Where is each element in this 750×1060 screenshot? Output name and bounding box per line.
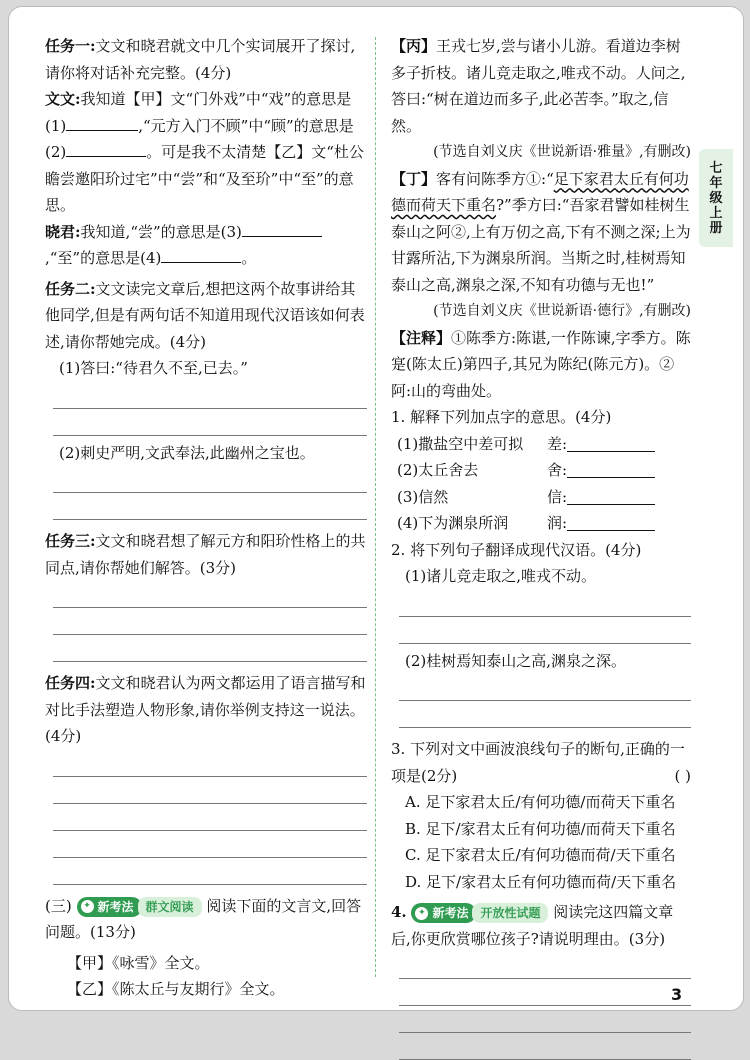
q4 <box>391 899 691 952</box>
blank-4[interactable] <box>161 246 241 263</box>
column-divider <box>375 37 376 977</box>
bing-source: (节选自刘义庆《世说新语·雅量》,有删改) <box>433 144 691 160</box>
q1-blank[interactable] <box>567 514 655 531</box>
wavy-underlined-sentence: 足下家君太丘有何功德而荷天下重名 <box>391 169 689 214</box>
ding-label: 【丁】 <box>391 169 437 188</box>
tab-char: 册 <box>709 220 723 236</box>
lightbulb-icon: ✦ <box>81 900 94 913</box>
task4 <box>45 670 367 750</box>
q1-item-char: 舍: <box>547 461 568 479</box>
answer-line[interactable] <box>399 616 691 617</box>
annotations <box>391 325 691 405</box>
task2-text: 文文读完文章后,想把这两个故事讲给其他同学,但是有两句话不知道用现代汉语该如何表述,请你帮她完成。(4分) <box>45 279 365 351</box>
q2-s1: (1)诸儿竞走取之,唯戎不动。 <box>405 567 597 585</box>
wenwen-text-a: 我知道【甲】文“门外戏”中“戏”的意思是(1) <box>45 90 352 135</box>
ding-source: (节选自刘义庆《世说新语·德行》,有删改) <box>433 303 691 319</box>
task3-title: 任务三: <box>45 532 96 550</box>
tab-char: 上 <box>709 205 723 221</box>
tab-char: 年 <box>709 175 723 191</box>
q3-title: 3. 下列对文中画波浪线句子的断句,正确的一项是(2分) <box>391 740 685 785</box>
q3-option-c[interactable]: C. 足下家君太丘/有何功德而荷/天下重名 <box>405 846 676 864</box>
wenwen-label: 文文: <box>45 90 81 108</box>
xiaojun-label: 晓君: <box>45 222 81 241</box>
answer-line[interactable] <box>399 727 691 728</box>
q1-item-char: 差: <box>547 434 568 453</box>
tab-char: 七 <box>709 160 723 176</box>
q3-option-d[interactable]: D. 足下/家君太丘有何功德而荷/天下重名 <box>405 872 677 891</box>
bing-label: 【丙】 <box>391 37 437 55</box>
passage-yi: 【乙】《陈太丘与友期行》全文。 <box>67 980 285 998</box>
left-column <box>45 33 367 1003</box>
q1-item-text: (1)撒盐空中差可拟 <box>397 434 524 453</box>
section3-header <box>45 893 367 946</box>
task2-q2: (2)刺史严明,文武奉法,此幽州之宝也。 <box>59 443 315 462</box>
q1-item-text: (2)太丘舍去 <box>397 461 479 479</box>
answer-line[interactable] <box>53 408 367 409</box>
answer-line[interactable] <box>399 643 691 644</box>
answer-line[interactable] <box>53 435 367 436</box>
task2-title: 任务二: <box>45 279 96 298</box>
passage-bing <box>391 33 691 139</box>
badge-label: 新考法 <box>432 906 469 920</box>
ding-text-b: ?”季方曰:“吾家君譬如桂树生泰山之阿②,上有万仞之高,下有不测之深;上为甘露所沾,下为渊泉所润。当斯之时,桂树焉知泰山之高,渊泉之深,不知有功德与无也!” <box>391 196 691 294</box>
q1-title: 1. 解释下列加点字的意思。(4分) <box>391 408 612 426</box>
q3-option-a[interactable]: A. 足下家君太丘/有何功德/而荷天下重名 <box>405 793 676 811</box>
blank-3[interactable] <box>242 220 322 237</box>
new-method-badge <box>411 903 476 923</box>
q1-item <box>391 457 691 484</box>
xiaojun-text-c: 。 <box>241 249 257 267</box>
q2-title: 2. 将下列句子翻译成现代汉语。(4分) <box>391 540 642 559</box>
wenwen-text-c: 。可是我不太清楚【乙】文“杜公瞻尝邀阳玠过宅”中“尝”和“及至玠”中“至”的意思。 <box>45 143 364 214</box>
q1-item-char: 润: <box>547 514 568 532</box>
xiaojun-dialog <box>45 219 367 272</box>
right-column <box>391 33 691 1060</box>
answer-line[interactable] <box>53 492 367 493</box>
q4-number: 4. <box>391 903 407 921</box>
notes-label: 【注释】 <box>391 328 452 347</box>
q1-item <box>391 484 691 511</box>
task2 <box>45 276 367 356</box>
task3-text: 文文和晓君想了解元方和阳玠性格上的共同点,请你帮她们解答。(3分) <box>45 532 366 577</box>
answer-line[interactable] <box>53 776 367 777</box>
new-method-badge <box>77 897 142 917</box>
ding-text-a: 客有问陈季方①:“ <box>436 169 554 188</box>
answer-line[interactable] <box>399 700 691 701</box>
q1-blank[interactable] <box>567 435 655 452</box>
q2-s2: (2)桂树焉知泰山之高,渊泉之深。 <box>405 651 627 670</box>
bing-text: 王戎七岁,尝与诸小儿游。看道边李树多子折枝。诸儿竞走取之,唯戎不动。人问之,答曰:“树在道边而多子,此必苦李。”取之,信然。 <box>391 37 686 135</box>
badge-label: 新考法 <box>97 899 134 914</box>
xiaojun-text-b: ,“至”的意思是(4) <box>45 249 162 267</box>
passage-jia: 【甲】《咏雪》全文。 <box>67 953 210 972</box>
q1-item-text: (3)信然 <box>397 487 449 506</box>
passage-ding <box>391 166 691 299</box>
q1-item-text: (4)下为渊泉所润 <box>397 514 509 532</box>
q1-item-char: 信: <box>547 487 568 506</box>
answer-line[interactable] <box>53 857 367 858</box>
answer-line[interactable] <box>53 803 367 804</box>
worksheet-page <box>8 6 744 1011</box>
blank-2[interactable] <box>66 140 146 157</box>
task1-text: 文文和晓君就文中几个实词展开了探讨,请你将对话补充完整。(4分) <box>45 37 356 82</box>
answer-line[interactable] <box>399 1032 691 1033</box>
section3-text: 阅读下面的文言文,回答问题。(13分) <box>45 896 362 941</box>
blank-1[interactable] <box>66 114 138 131</box>
wenwen-text-b: ,“元方入门不顾”中“顾”的意思是(2) <box>45 116 354 161</box>
q1-blank[interactable] <box>567 488 655 505</box>
task4-text: 文文和晓君认为两文都运用了语言描写和对比手法塑造人物形象,请你举例支持这一说法。(4分) <box>45 674 366 745</box>
q4-text: 阅读完这四篇文章后,你更欣赏哪位孩子?请说明理由。(3分) <box>391 903 674 948</box>
group-reading-tag: 群文阅读 <box>138 897 202 917</box>
answer-line[interactable] <box>399 978 691 979</box>
q3 <box>391 736 691 789</box>
answer-line[interactable] <box>53 607 367 608</box>
xiaojun-text-a: 我知道,“尝”的意思是(3) <box>80 222 242 241</box>
page-number: 3 <box>671 985 683 1004</box>
answer-line[interactable] <box>53 830 367 831</box>
task4-title: 任务四: <box>45 674 96 692</box>
tab-char: 级 <box>709 190 723 206</box>
task1 <box>45 33 367 86</box>
answer-line[interactable] <box>399 1005 691 1006</box>
lightbulb-icon: ✦ <box>415 907 428 920</box>
task2-q1: (1)答曰:“待君久不至,已去。” <box>59 359 248 377</box>
task3 <box>45 528 367 581</box>
grade-volume-tab <box>699 149 733 247</box>
open-question-tag: 开放性试题 <box>472 903 548 923</box>
q3-option-b[interactable]: B. 足下/家君太丘有何功德/而荷天下重名 <box>405 819 676 838</box>
wenwen-dialog <box>45 86 367 219</box>
q3-answer-paren[interactable]: ( ) <box>674 766 691 785</box>
answer-line[interactable] <box>53 634 367 635</box>
section3-number: (三) <box>45 896 72 915</box>
notes-text: ①陈季方:陈谌,一作陈谏,字季方。陈寔(陈太丘)第四子,其兄为陈纪(陈元方)。②阿:山的弯曲处。 <box>391 328 691 400</box>
task1-title: 任务一: <box>45 37 96 55</box>
q1-item <box>391 510 691 537</box>
q1-item <box>391 431 691 458</box>
q1-blank[interactable] <box>567 461 655 478</box>
